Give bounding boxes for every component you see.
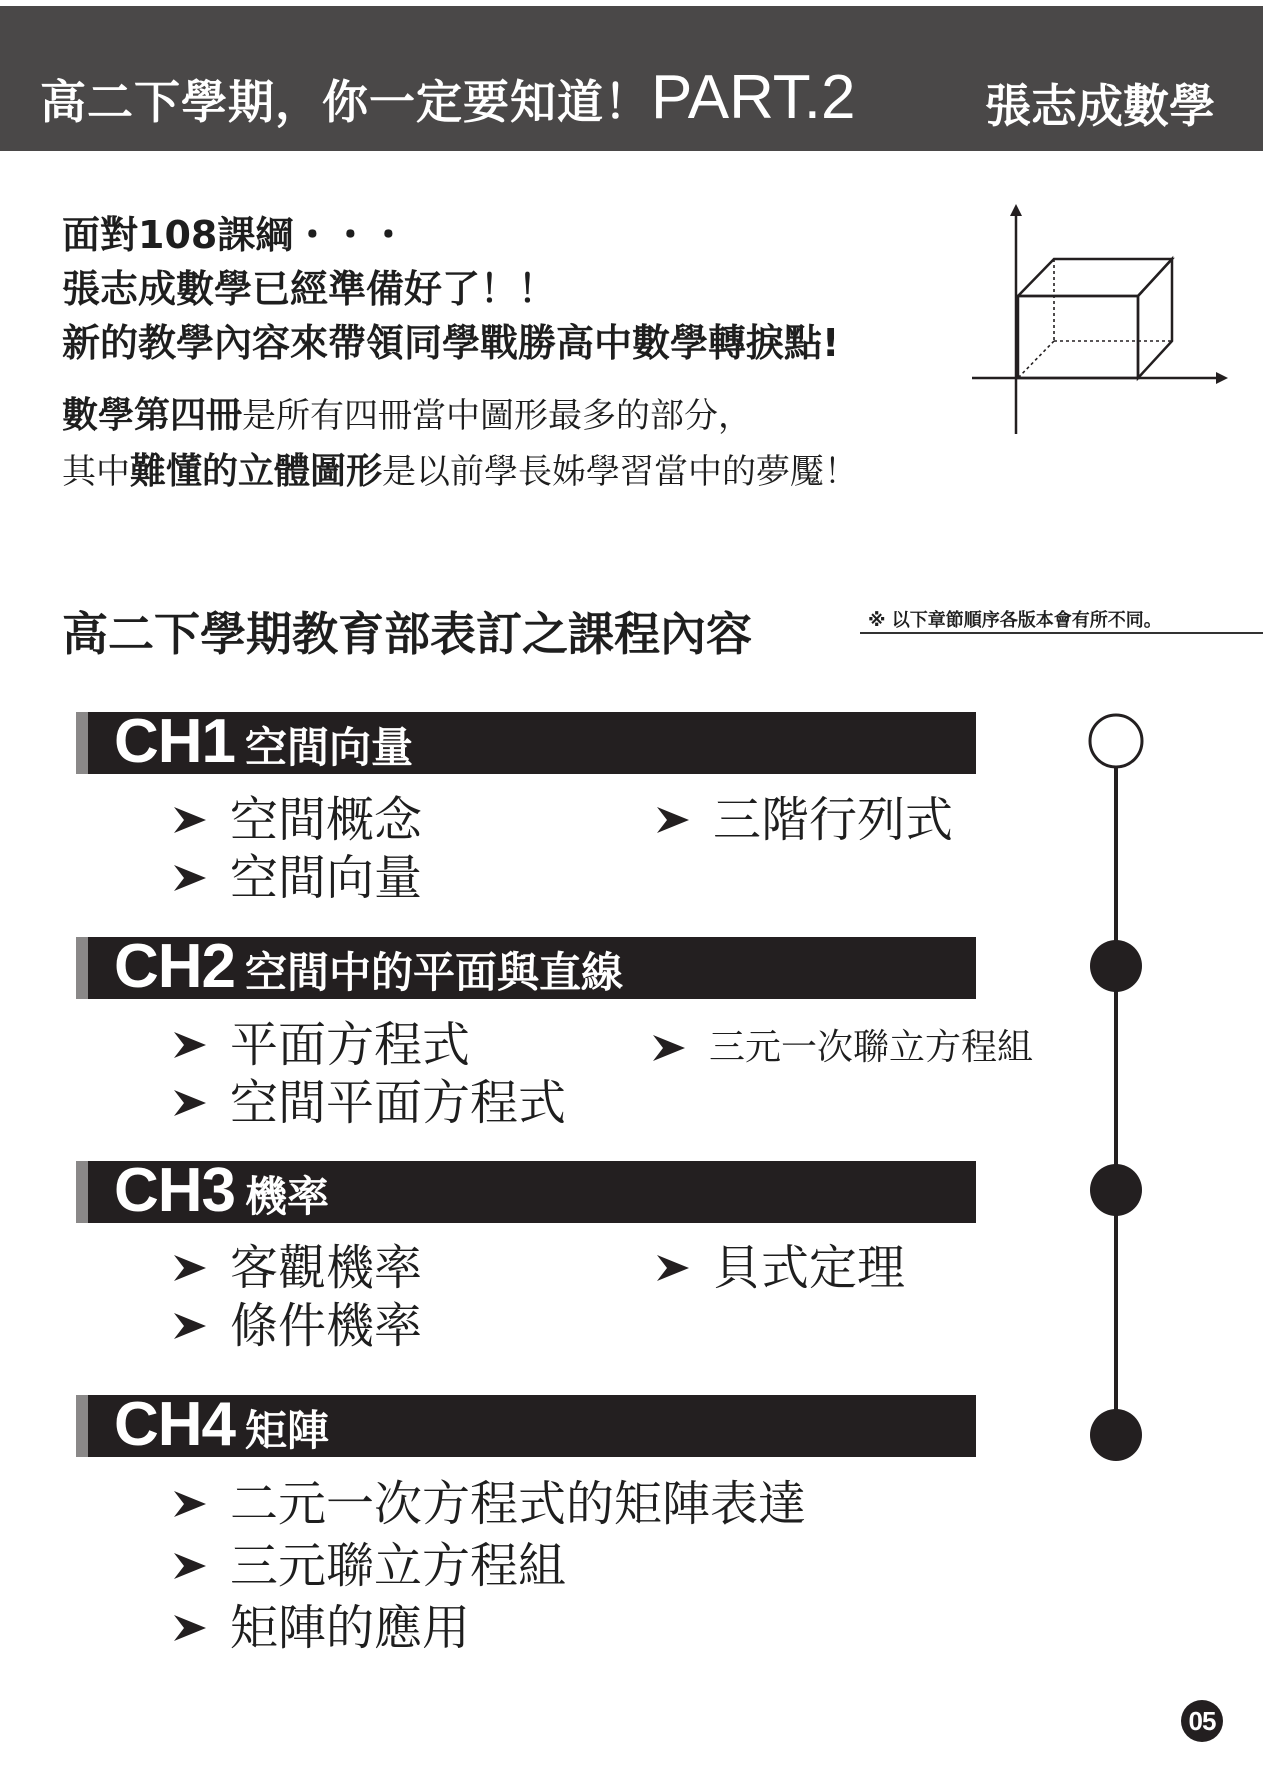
arrow-bullet-icon [651, 1033, 687, 1063]
x-axis-arrow [1216, 372, 1228, 384]
chapter-shade [76, 937, 88, 999]
topic-label: 空間概念 [230, 792, 423, 848]
cube-front-face [1018, 296, 1138, 378]
chapter-shade [76, 1395, 88, 1457]
chapter-heading [114, 931, 623, 1002]
arrow-bullet-icon [172, 1311, 208, 1341]
arrow-bullet-icon [172, 1088, 208, 1118]
topic-item [172, 848, 422, 908]
chapter-number: CH4 [114, 1390, 236, 1459]
intro-body-line-2 [62, 444, 982, 500]
section-note: ※ 以下章節順序各版本會有所不同。 [868, 610, 1162, 631]
intro-line-3: 新的教學內容來帶領同學戰勝高中數學轉捩點! [62, 321, 840, 365]
section-divider [860, 632, 1263, 634]
topic-item [172, 1238, 422, 1298]
chapter-header-4 [76, 1390, 976, 1459]
cube-side-face [1138, 259, 1172, 378]
chapter-number: CH3 [114, 1156, 236, 1225]
topic-item [172, 1073, 566, 1133]
topic-label: 二元一次方程式的矩陣表達 [230, 1476, 807, 1532]
page-title [40, 62, 855, 133]
topic-item [172, 1598, 470, 1658]
topic-item [655, 1238, 905, 1298]
chapter-header-3 [76, 1156, 976, 1225]
chapter-number: CH2 [114, 932, 236, 1001]
arrow-bullet-icon [172, 1253, 208, 1283]
intro-body-text-2a: 其中 [62, 452, 130, 492]
chapter-name: 矩陣 [245, 1406, 330, 1455]
topic-label: 客觀機率 [230, 1240, 423, 1296]
arrow-bullet-icon [172, 1030, 208, 1060]
intro-line-2: 張志成數學已經準備好了！！ [62, 267, 557, 311]
section-title: 高二下學期教育部表訂之課程內容 [62, 607, 752, 661]
topic-label: 矩陣的應用 [230, 1600, 471, 1656]
topic-label: 貝式定理 [713, 1240, 906, 1296]
chapter-heading [114, 1389, 329, 1460]
intro-line-1: 面對108課綱・・・ [62, 213, 408, 257]
timeline-node-open [1090, 715, 1142, 767]
arrow-bullet-icon [172, 863, 208, 893]
intro-body-text-2b: 是以前學長姊學習當中的夢魘！ [382, 452, 859, 492]
chapter-shade [76, 1161, 88, 1223]
topic-label: 三階行列式 [713, 792, 954, 848]
y-axis-arrow [1010, 204, 1022, 216]
intro-body-emphasis-1: 數學第四冊 [62, 395, 243, 436]
chapter-heading [114, 706, 413, 777]
topic-item [172, 1474, 806, 1534]
topic-label: 三元一次聯立方程組 [709, 1027, 1034, 1068]
brand-name: 張志成數學 [985, 79, 1215, 133]
intro [62, 208, 962, 370]
arrow-bullet-icon [172, 1613, 208, 1643]
page-number: 05 [1181, 1700, 1223, 1742]
timeline-node-filled [1090, 940, 1142, 992]
topic-item [651, 1018, 1033, 1078]
chapter-header-2 [76, 932, 976, 1001]
topic-label: 空間向量 [230, 850, 423, 906]
arrow-bullet-icon [655, 805, 691, 835]
chapter-number: CH1 [114, 707, 236, 776]
topic-item [172, 790, 422, 850]
topic-item [172, 1015, 470, 1075]
timeline-node-filled [1090, 1164, 1142, 1216]
arrow-bullet-icon [655, 1253, 691, 1283]
chapter-shade [76, 712, 88, 774]
topic-label: 空間平面方程式 [230, 1075, 567, 1131]
intro-body-emphasis-2: 難懂的立體圖形 [130, 451, 383, 492]
topic-label: 平面方程式 [230, 1017, 471, 1073]
chapter-name: 空間中的平面與直線 [245, 948, 624, 997]
arrow-bullet-icon [172, 1489, 208, 1519]
chapter-heading [114, 1155, 329, 1226]
cube-illustration [966, 200, 1236, 440]
cube-top-face [1018, 259, 1172, 296]
topic-label: 三元聯立方程組 [230, 1538, 567, 1594]
intro-body [62, 388, 982, 500]
chapter-timeline [1060, 700, 1180, 1480]
chapter-header-1 [76, 707, 976, 776]
page-title-text: 高二下學期，你一定要知道！ [40, 75, 651, 129]
topic-item [172, 1296, 422, 1356]
topic-item [655, 790, 953, 850]
topic-item [172, 1536, 566, 1596]
arrow-bullet-icon [172, 1551, 208, 1581]
topic-label: 條件機率 [230, 1298, 423, 1354]
page-title-part: PART.2 [651, 63, 856, 132]
timeline-node-filled [1090, 1409, 1142, 1461]
arrow-bullet-icon [172, 805, 208, 835]
chapter-name: 機率 [245, 1172, 330, 1221]
chapter-name: 空間向量 [245, 723, 414, 772]
intro-body-line-1 [62, 388, 982, 444]
intro-body-text-1: 是所有四冊當中圖形最多的部分， [242, 396, 753, 436]
